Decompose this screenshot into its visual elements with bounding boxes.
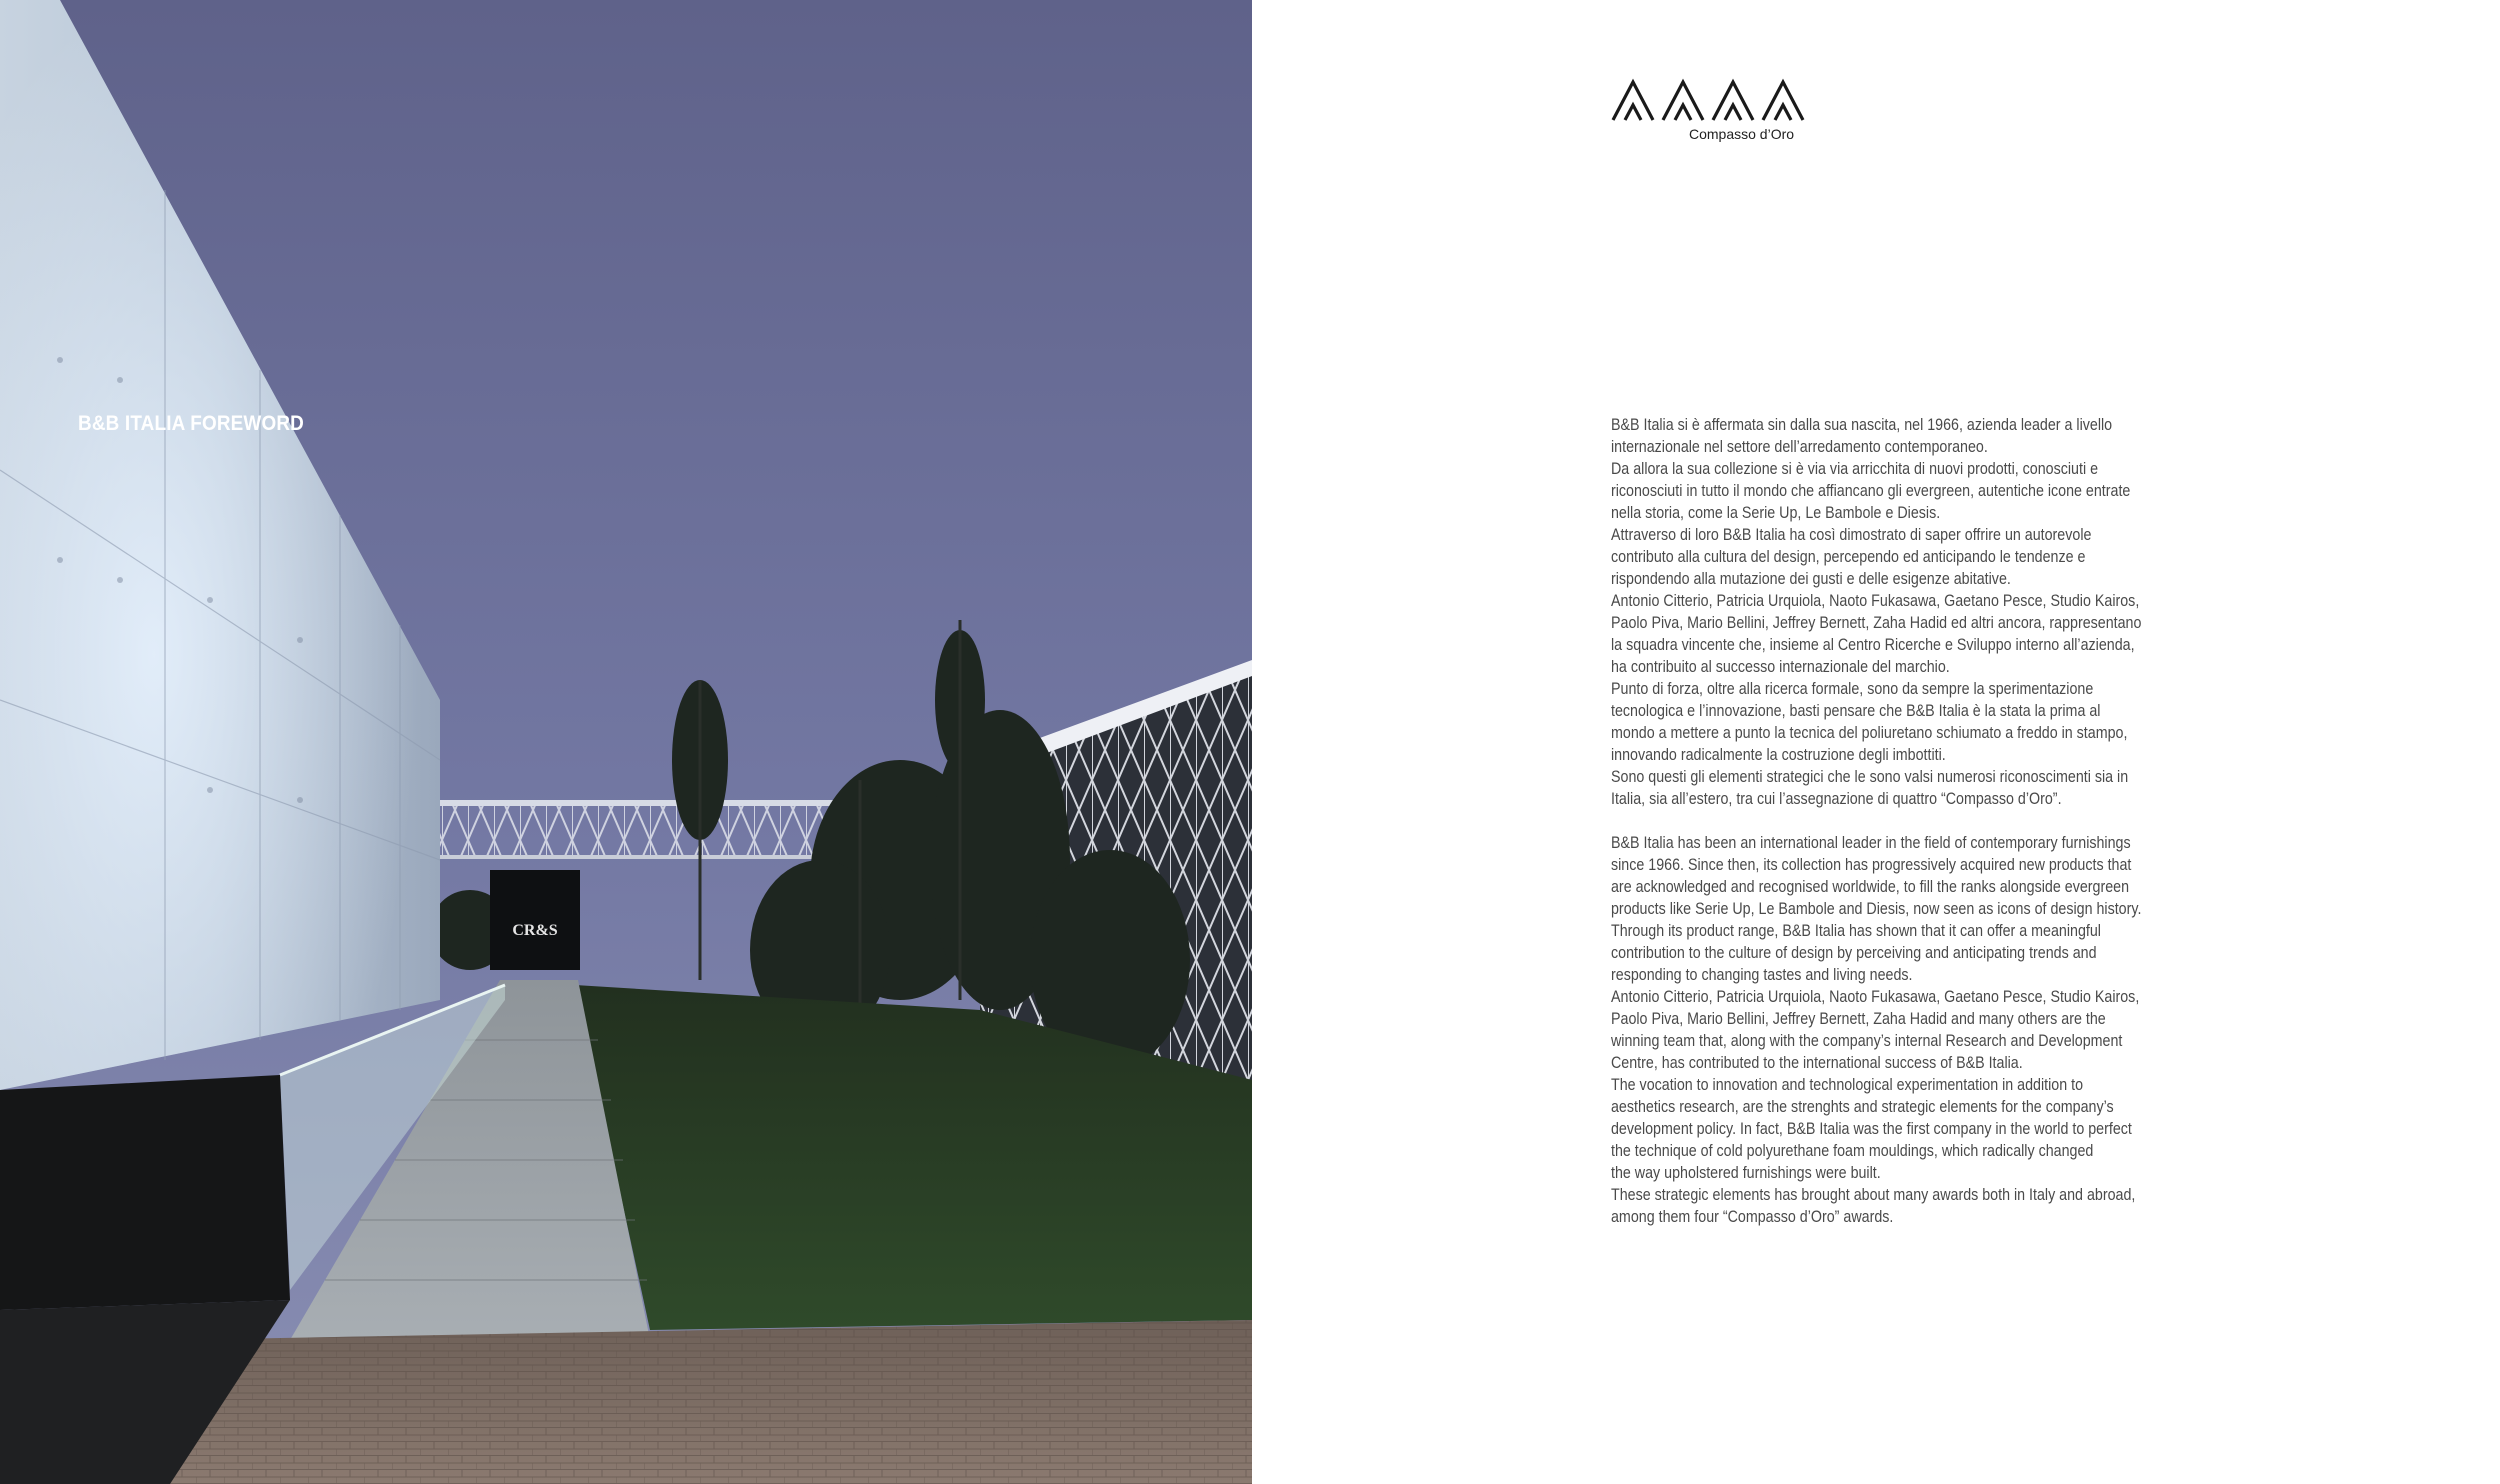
english-text-line: products like Serie Up, Le Bambole and Diesis, now seen as icons of design history.: [1611, 899, 2142, 918]
italian-text-line: tecnologica e l’innovazione, basti pensare che B&B Italia è la stata la prima al: [1611, 701, 2101, 720]
english-text-line: The vocation to innovation and technological experimentation in addition to: [1611, 1075, 2084, 1094]
italian-text-line: nella storia, come la Serie Up, Le Bambole e Diesis.: [1611, 503, 1941, 522]
italian-text-line: B&B Italia si è affermata sin dalla sua nascita, nel 1966, azienda leader a livello: [1611, 415, 2113, 434]
foreword-title: B&B ITALIA FOREWORD: [78, 412, 304, 435]
english-text-line: Antonio Citterio, Patricia Urquiola, Naoto Fukasawa, Gaetano Pesce, Studio Kairos,: [1611, 987, 2140, 1006]
english-text-line: responding to changing tastes and living needs.: [1611, 965, 1913, 984]
logo-caption: Compasso d’Oro: [1689, 126, 1795, 142]
english-text-line: are acknowledged and recognised worldwide, to fill the ranks alongside evergreen: [1611, 877, 2130, 896]
english-text-line: These strategic elements has brought about many awards both in Italy and abroad,: [1611, 1185, 2136, 1204]
english-text-line: Through its product range, B&B Italia has shown that it can offer a meaningful: [1611, 921, 2101, 940]
italian-text: [1611, 414, 2142, 810]
foreword-text: [1611, 414, 2142, 1228]
english-text: [1611, 832, 2142, 1228]
entrance-sign: CR&S: [512, 922, 558, 939]
english-text-line: the way upholstered furnishings were built.: [1611, 1163, 1881, 1182]
english-text-line: among them four “Compasso d’Oro” awards.: [1611, 1207, 1894, 1226]
italian-text-line: contributo alla cultura del design, percependo ed anticipando le tendenze e: [1611, 547, 2086, 566]
english-text-line: aesthetics research, are the strenghts and strategic elements for the company’s: [1611, 1097, 2114, 1116]
english-text-line: the technique of cold polyurethane foam mouldings, which radically changed: [1611, 1141, 2094, 1160]
italian-text-line: Italia, sia all’estero, tra cui l’assegnazione di quattro “Compasso d’Oro”.: [1611, 789, 2062, 808]
english-text-line: winning team that, along with the company’s internal Research and Development: [1611, 1031, 2123, 1050]
english-text-line: Centre, has contributed to the international success of B&B Italia.: [1611, 1053, 2023, 1072]
italian-text-line: la squadra vincente che, insieme al Centro Ricerche e Sviluppo interno all’azienda,: [1611, 635, 2135, 654]
italian-text-line: Paolo Piva, Mario Bellini, Jeffrey Bernett, Zaha Hadid ed altri ancora, rappresentano: [1611, 613, 2142, 632]
italian-text-line: mondo a mettere a punto la tecnica del poliuretano schiumato a freddo in stampo,: [1611, 723, 2128, 742]
italian-text-line: Punto di forza, oltre alla ricerca formale, sono da sempre la sperimentazione: [1611, 679, 2094, 698]
compasso-icon: [1611, 78, 1811, 124]
english-text-line: development policy. In fact, B&B Italia was the first company in the world to perfect: [1611, 1119, 2132, 1138]
italian-text-line: rispondendo alla mutazione dei gusti e delle esigenze abitative.: [1611, 569, 2011, 588]
italian-text-line: internazionale nel settore dell’arredamento contemporaneo.: [1611, 437, 1988, 456]
italian-text-line: innovando radicalmente la costruzione degli imbottiti.: [1611, 745, 1946, 764]
italian-text-line: riconosciuti in tutto il mondo che affiancano gli evergreen, autentiche icone entrate: [1611, 481, 2131, 500]
italian-text-line: ha contribuito al successo internazionale del marchio.: [1611, 657, 1950, 676]
italian-text-line: Da allora la sua collezione si è via via arricchita di nuovi prodotti, conosciuti e: [1611, 459, 2099, 478]
italian-text-line: Attraverso di loro B&B Italia ha così dimostrato di saper offrire un autorevole: [1611, 525, 2092, 544]
english-text-line: B&B Italia has been an international leader in the field of contemporary furnishings: [1611, 833, 2131, 852]
english-text-line: Paolo Piva, Mario Bellini, Jeffrey Bernett, Zaha Hadid and many others are the: [1611, 1009, 2106, 1028]
compasso-doro-logo: [1611, 78, 1811, 144]
english-text-line: contribution to the culture of design by perceiving and anticipating trends and: [1611, 943, 2097, 962]
english-text-line: since 1966. Since then, its collection has progressively acquired new products that: [1611, 855, 2132, 874]
paragraph-gap: [1611, 810, 2093, 832]
italian-text-line: Antonio Citterio, Patricia Urquiola, Naoto Fukasawa, Gaetano Pesce, Studio Kairos,: [1611, 591, 2140, 610]
italian-text-line: Sono questi gli elementi strategici che le sono valsi numerosi riconoscimenti sia in: [1611, 767, 2129, 786]
